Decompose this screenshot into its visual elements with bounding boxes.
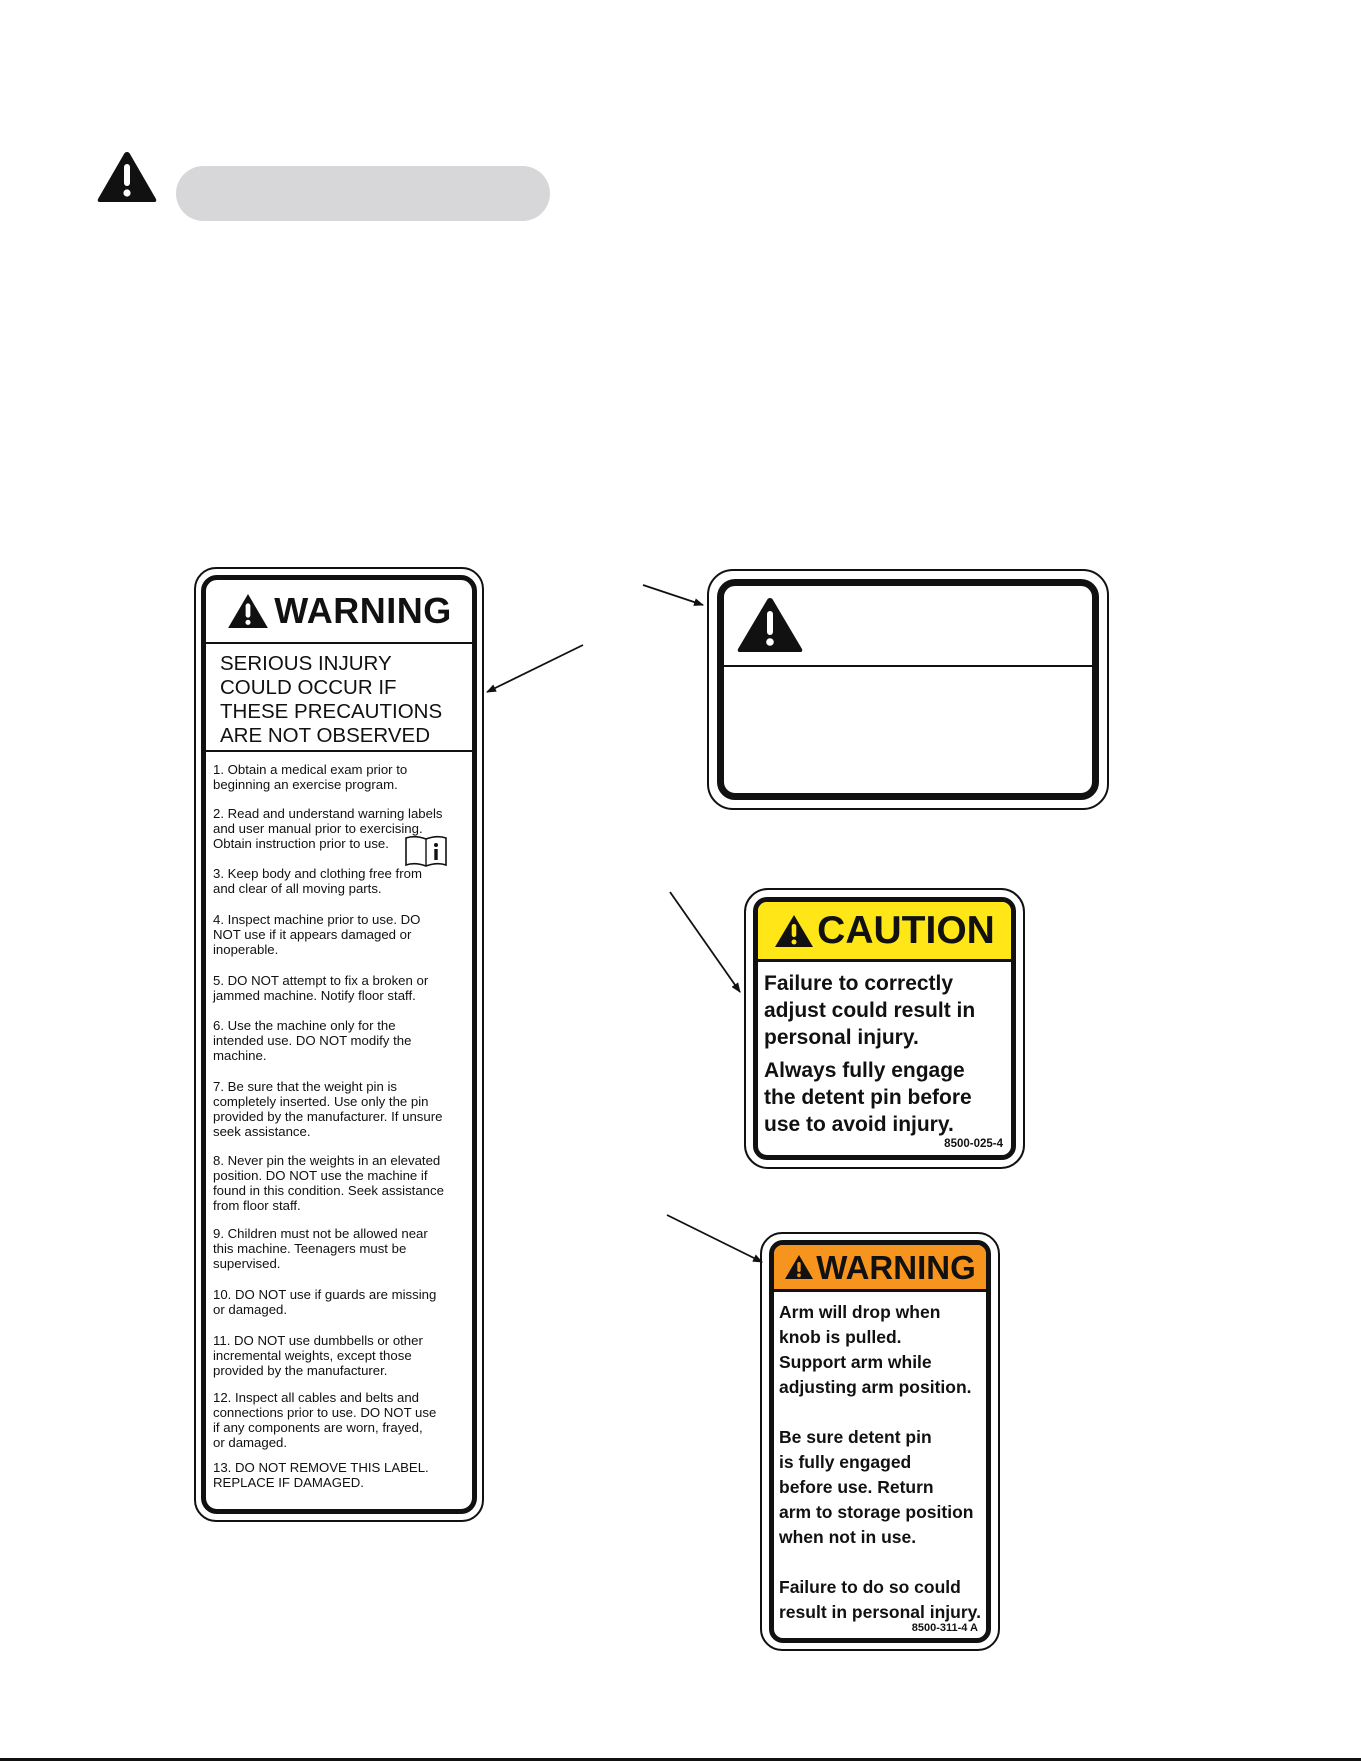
warning-triangle-icon bbox=[784, 1254, 814, 1280]
precaution-item: 10. DO NOT use if guards are missing or damaged. bbox=[213, 1287, 437, 1317]
precaution-item: 8. Never pin the weights in an elevated position. DO NOT use the machine if found in this condition. Seek assistance from floor staff. bbox=[213, 1153, 444, 1213]
precaution-item: 4. Inspect machine prior to use. DO NOT use if it appears damaged or inoperable. bbox=[213, 912, 421, 957]
subheading-line: COULD OCCUR IF bbox=[220, 676, 397, 699]
main-warning-header-text: WARNING bbox=[274, 590, 452, 631]
warning-triangle-icon bbox=[774, 914, 814, 948]
precaution-item: 9. Children must not be allowed near this machine. Teenagers must be supervised. bbox=[213, 1226, 428, 1271]
subheading-line: SERIOUS INJURY bbox=[220, 652, 392, 675]
precaution-item: 6. Use the machine only for the intended use. DO NOT modify the machine. bbox=[213, 1018, 412, 1063]
caution-label bbox=[753, 897, 1016, 1160]
arm-warning-header bbox=[774, 1245, 986, 1292]
precaution-item: 7. Be sure that the weight pin is completely inserted. Use only the pin provided by the manufacturer. If unsure seek assistance. bbox=[213, 1079, 443, 1139]
arm-warning-header-text: WARNING bbox=[816, 1248, 976, 1286]
main-warning-label bbox=[201, 575, 477, 1514]
caution-text: Failure to correctly adjust could result in personal injury. Always fully engage the detent pin before use to avoid injury. bbox=[764, 972, 976, 1136]
section-title-pill bbox=[176, 166, 550, 221]
arm-warning-part-number: 8500-311-4 A bbox=[911, 1622, 978, 1634]
user-manual-info-icon bbox=[404, 834, 448, 868]
blank-label-divider bbox=[724, 665, 1092, 667]
warning-triangle-icon bbox=[736, 596, 804, 654]
subheading-line: ARE NOT OBSERVED bbox=[220, 724, 430, 747]
main-warning-header bbox=[206, 580, 472, 644]
caution-header-text: CAUTION bbox=[817, 909, 995, 952]
precaution-item: 11. DO NOT use dumbbells or other incremental weights, except those provided by the manufacturer. bbox=[213, 1333, 423, 1378]
arm-warning-label bbox=[769, 1240, 991, 1643]
precaution-item: 13. DO NOT REMOVE THIS LABEL. REPLACE IF DAMAGED. bbox=[213, 1460, 429, 1490]
caution-part-number: 8500-025-4 bbox=[944, 1138, 1003, 1150]
precaution-item: 1. Obtain a medical exam prior to beginning an exercise program. bbox=[213, 762, 408, 792]
precaution-item: 12. Inspect all cables and belts and connections prior to use. DO NOT use if any components are worn, frayed, or damaged. bbox=[213, 1390, 437, 1450]
warning-triangle-icon bbox=[96, 150, 158, 204]
arrow-to-main-label bbox=[487, 645, 583, 692]
precaution-item: 2. Read and understand warning labels and user manual prior to exercising. Obtain instruction prior to use. bbox=[213, 806, 443, 851]
subheading-line: THESE PRECAUTIONS bbox=[220, 700, 443, 723]
caution-header bbox=[758, 902, 1011, 962]
precaution-item: 3. Keep body and clothing free from and clear of all moving parts. bbox=[213, 866, 422, 896]
arrow-to-caution-label bbox=[670, 892, 740, 992]
arrow-to-arm-label bbox=[667, 1215, 762, 1262]
main-warning-subheading bbox=[206, 644, 472, 752]
arrow-to-blank-label bbox=[643, 585, 703, 605]
warning-triangle-icon bbox=[226, 593, 270, 629]
arm-warning-text: Arm will drop when knob is pulled. Support arm while adjusting arm position. Be sure detent pin is fully engaged before use. Return arm to storage position when not in use. Failure to do so could result in personal injury. bbox=[779, 1302, 981, 1622]
precaution-item: 5. DO NOT attempt to fix a broken or jammed machine. Notify floor staff. bbox=[213, 973, 429, 1003]
